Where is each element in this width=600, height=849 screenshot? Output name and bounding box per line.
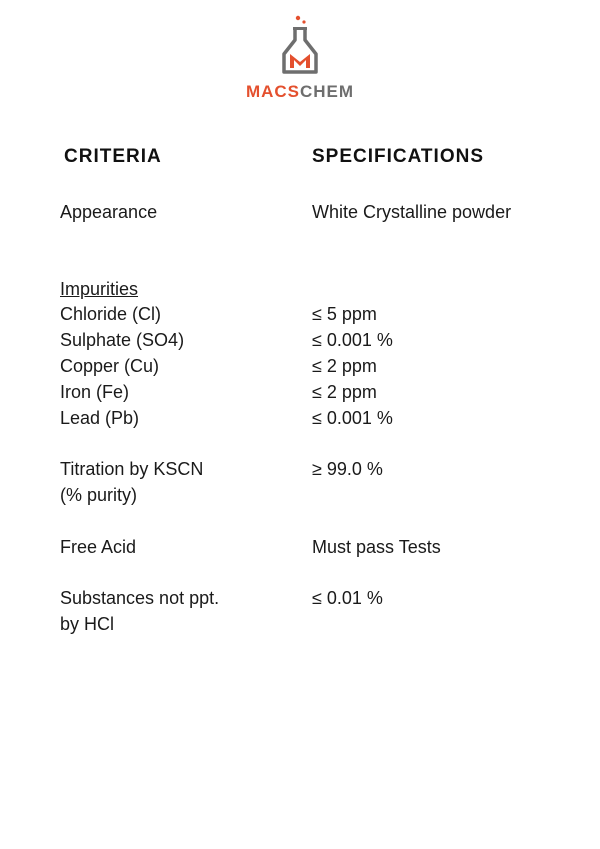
titration-sublabel: (% purity)	[60, 485, 138, 505]
sulphate-label: Sulphate (SO4)	[60, 330, 185, 350]
free-acid-label: Free Acid	[60, 537, 137, 557]
lead-label: Lead (Pb)	[60, 408, 140, 428]
copper-label: Copper (Cu)	[60, 356, 160, 376]
criteria-header: CRITERIA	[64, 146, 162, 167]
copper-spec: ≤ 2 ppm	[312, 356, 377, 376]
substances-label: Substances not ppt.	[60, 588, 220, 608]
free-acid-spec: Must pass Tests	[312, 537, 441, 557]
iron-spec: ≤ 2 ppm	[312, 382, 377, 402]
substances-spec: ≤ 0.01 %	[312, 588, 383, 608]
titration-label: Titration by KSCN	[60, 459, 204, 479]
chloride-label: Chloride (Cl)	[60, 304, 162, 324]
substances-sublabel: by HCl	[60, 614, 115, 634]
iron-label: Iron (Fe)	[60, 382, 130, 402]
brand-name: MACSCHEM	[245, 82, 355, 101]
flask-logo-icon	[280, 14, 320, 78]
specifications-header: SPECIFICATIONS	[312, 146, 484, 167]
chloride-spec: ≤ 5 ppm	[312, 304, 377, 324]
sulphate-spec: ≤ 0.001 %	[312, 330, 393, 350]
brand-logo	[0, 14, 600, 102]
impurities-heading: Impurities	[60, 279, 139, 299]
appearance-label: Appearance	[60, 202, 158, 222]
appearance-spec: White Crystalline powder	[312, 202, 512, 222]
titration-spec: ≥ 99.0 %	[312, 459, 383, 479]
lead-spec: ≤ 0.001 %	[312, 408, 393, 428]
